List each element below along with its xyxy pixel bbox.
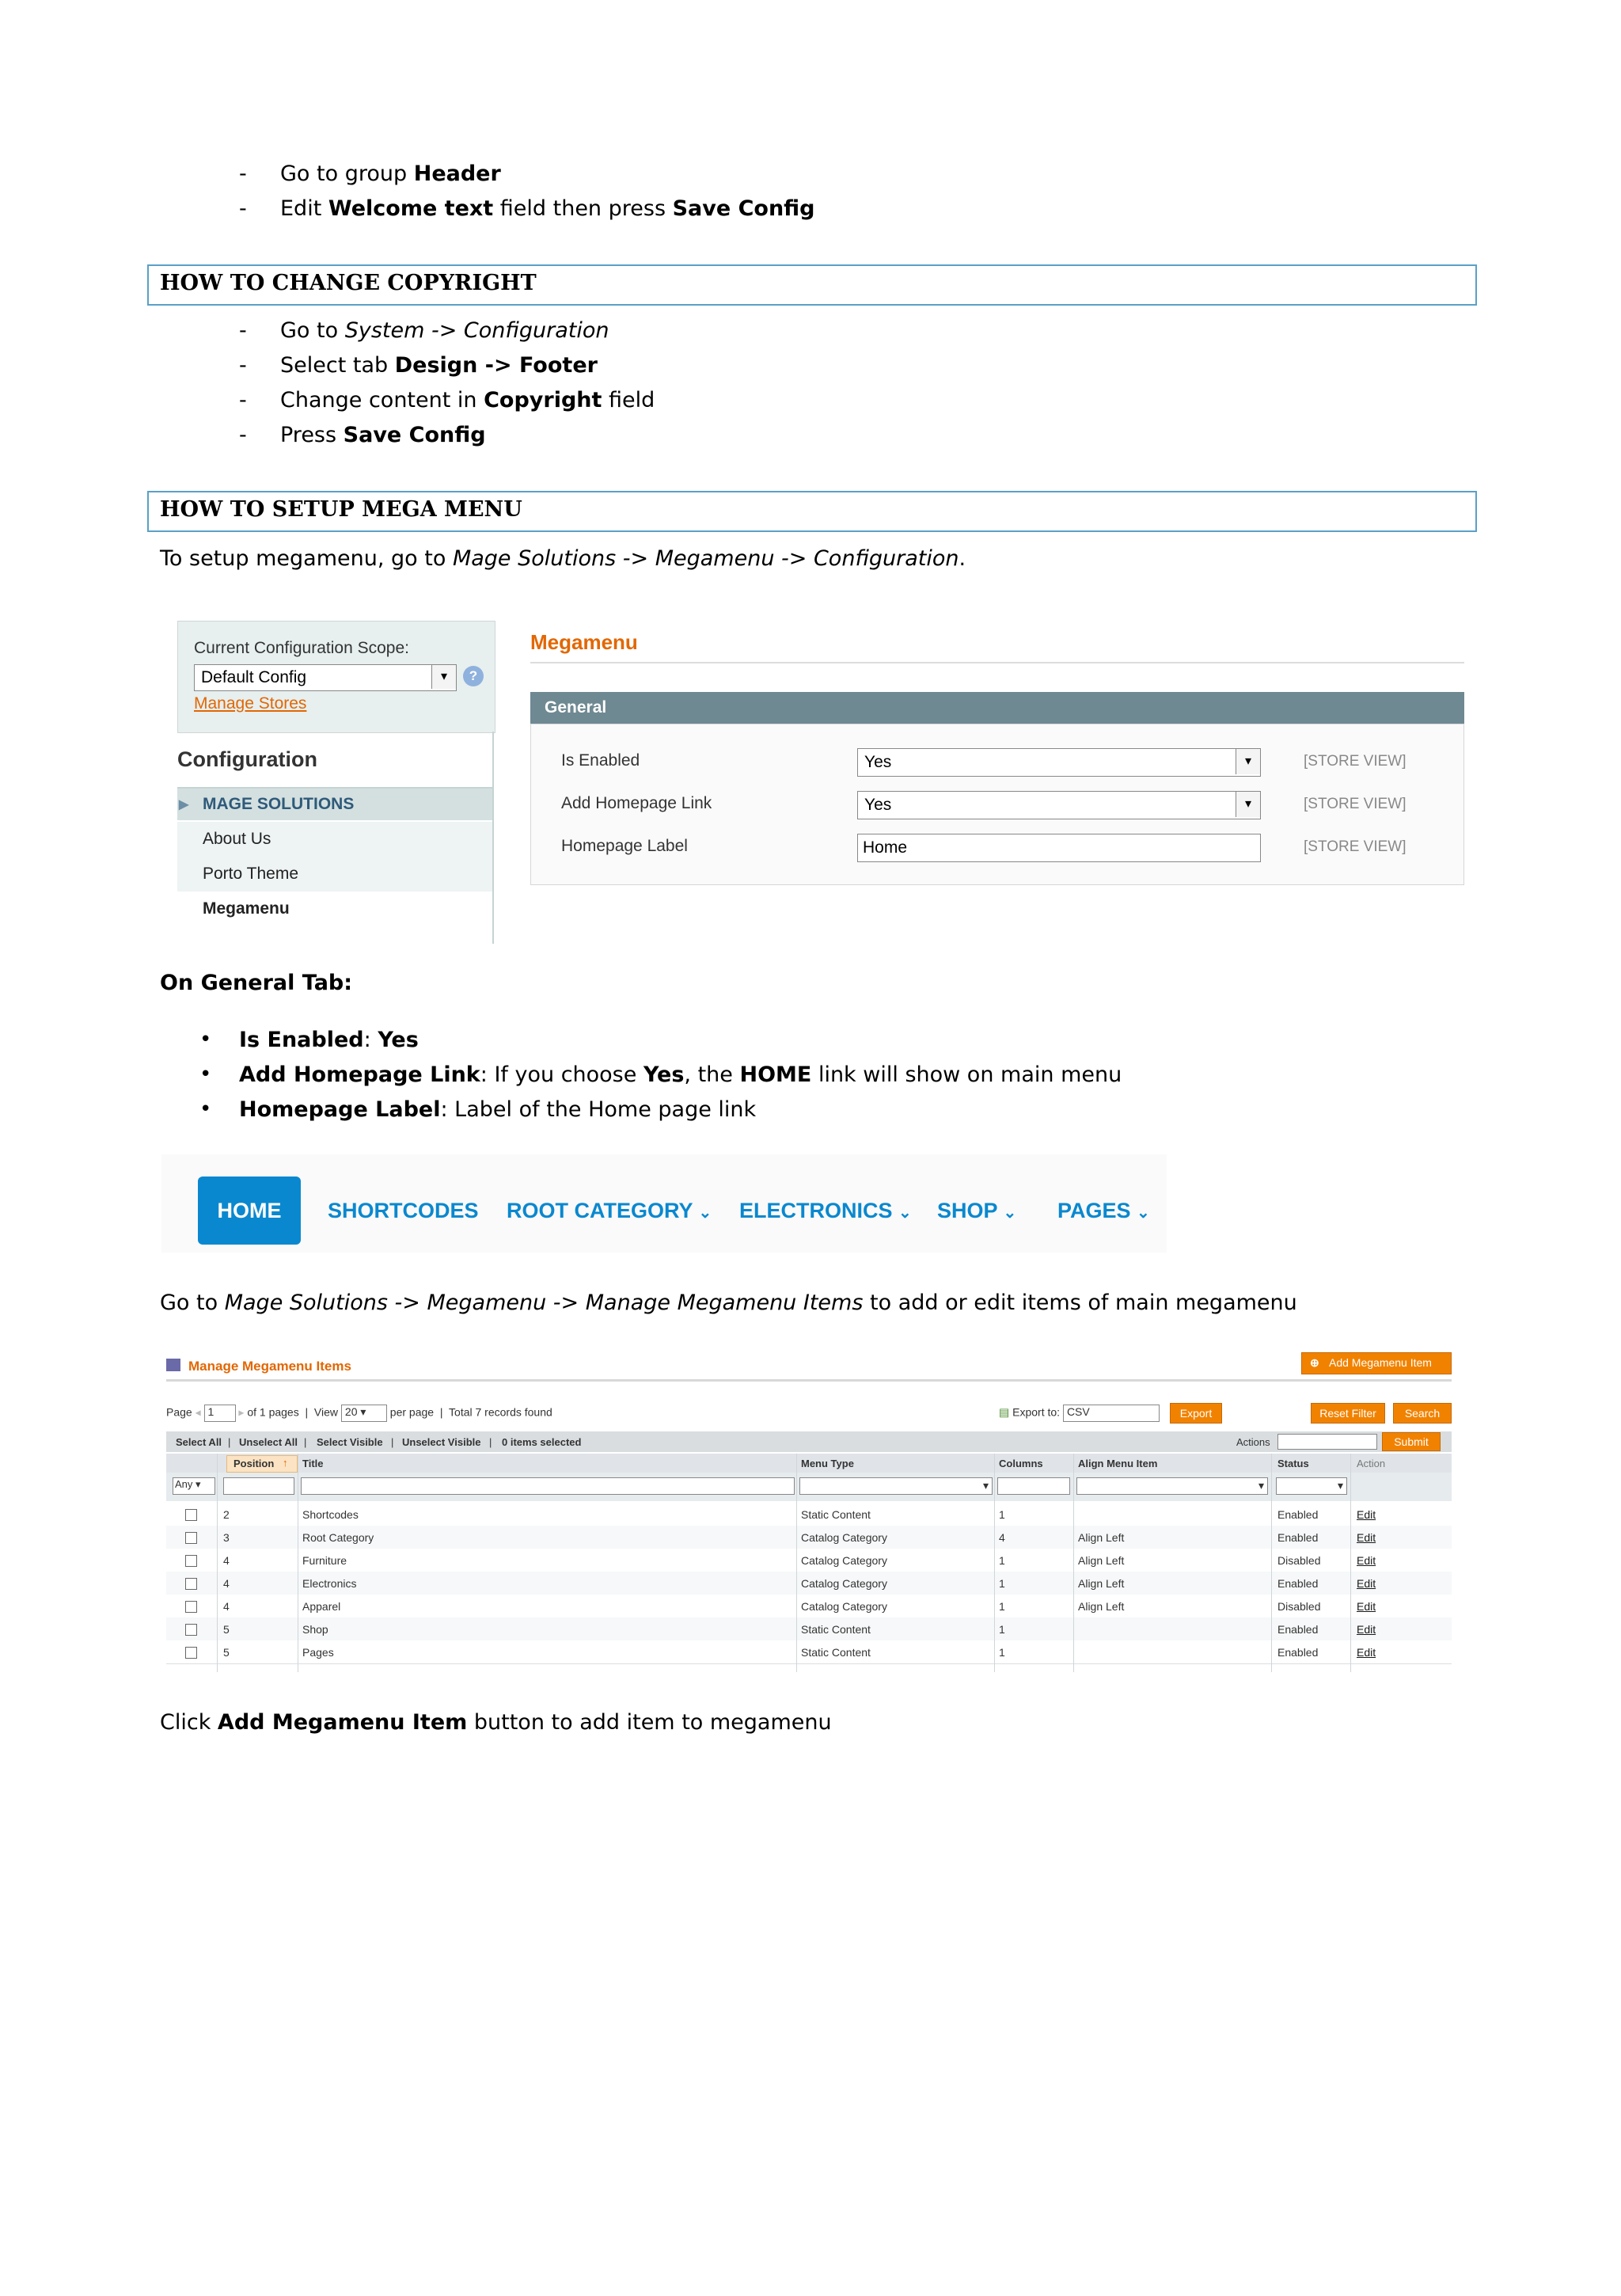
general-tab-heading: On General Tab: [160, 971, 353, 995]
table-row[interactable]: 4 Apparel Catalog Category 1 Align Left Disabled Edit [166, 1595, 1452, 1618]
scope-label: Current Configuration Scope: [194, 639, 409, 657]
filter-row [166, 1473, 1452, 1501]
chevron-down-icon: ⌄ [698, 1204, 712, 1222]
export-format-select[interactable]: CSV [1063, 1405, 1160, 1422]
per-page-label: per page [389, 1405, 435, 1419]
add-megamenu-item-button[interactable]: ⊕ Add Megamenu Item [1301, 1352, 1452, 1374]
scope-tag: [STORE VIEW] [1304, 753, 1407, 770]
total-records: Total 7 records found [449, 1405, 552, 1419]
chevron-down-icon: ⌄ [1137, 1204, 1150, 1222]
submit-button[interactable]: Submit [1382, 1432, 1441, 1451]
pager: Page ◂ 1 ▸ of 1 pages | View 20 ▾ per page | Total 7 records found [166, 1405, 552, 1422]
table-row[interactable]: 3 Root Category Catalog Category 4 Align Left Enabled Edit [166, 1526, 1452, 1549]
edit-link[interactable]: Edit [1357, 1508, 1376, 1521]
row-checkbox[interactable] [185, 1509, 197, 1521]
chevron-down-icon: ⌄ [898, 1204, 912, 1222]
divider [1073, 1454, 1074, 1672]
sidebar-item-porto-theme[interactable]: Porto Theme [177, 857, 494, 892]
unselect-all-link[interactable]: Unselect All [239, 1436, 298, 1448]
columns-filter[interactable] [997, 1477, 1070, 1495]
divider [1271, 1454, 1272, 1672]
edit-link[interactable]: Edit [1357, 1623, 1376, 1636]
items-selected: 0 items selected [502, 1436, 582, 1448]
position-sort-header[interactable]: Position ↑ [226, 1455, 298, 1473]
export-button[interactable]: Export [1170, 1403, 1222, 1424]
megamenu-heading: HOW TO SETUP MEGA MENU [147, 491, 1477, 532]
chevron-down-icon: ⌄ [1003, 1204, 1017, 1222]
edit-link[interactable]: Edit [1357, 1554, 1376, 1567]
reset-filter-button[interactable]: Reset Filter [1311, 1403, 1385, 1424]
help-icon[interactable]: ? [463, 666, 484, 686]
row-checkbox[interactable] [185, 1578, 197, 1590]
col-status[interactable]: Status [1277, 1458, 1309, 1469]
field-label-add-homepage-link: Add Homepage Link [561, 794, 712, 812]
col-menu-type[interactable]: Menu Type [801, 1458, 854, 1469]
col-align-menu-item[interactable]: Align Menu Item [1078, 1458, 1158, 1469]
config-sidebar [177, 621, 494, 944]
col-columns[interactable]: Columns [999, 1458, 1043, 1469]
next-page-icon[interactable]: ▸ [238, 1405, 245, 1419]
sidebar-item-megamenu[interactable]: Megamenu [177, 891, 494, 926]
chevron-down-icon: ▾ [1236, 792, 1260, 817]
edit-link[interactable]: Edit [1357, 1577, 1376, 1590]
chevron-down-icon: ▾ [1258, 1479, 1264, 1492]
chevron-down-icon: ▾ [982, 1479, 989, 1492]
copyright-heading: HOW TO CHANGE COPYRIGHT [147, 264, 1477, 306]
search-button[interactable]: Search [1393, 1403, 1452, 1424]
click-add-text: Click Add Megamenu Item button to add item to megamenu [160, 1710, 832, 1735]
field-label-is-enabled: Is Enabled [561, 751, 640, 770]
page-input[interactable]: 1 [204, 1405, 236, 1422]
grid-title: Manage Megamenu Items [188, 1359, 351, 1374]
grid-icon [166, 1359, 180, 1371]
divider [796, 1454, 797, 1672]
row-checkbox[interactable] [185, 1532, 197, 1544]
main-menu-preview [161, 1154, 1167, 1253]
col-title[interactable]: Title [302, 1458, 324, 1469]
table-row[interactable]: 5 Shop Static Content 1 Enabled Edit [166, 1617, 1452, 1641]
scope-tag: [STORE VIEW] [1304, 838, 1407, 855]
massaction-bar: Select All | Unselect All | Select Visible | Unselect Visible | 0 items selected Actions Submit [166, 1431, 1452, 1452]
fieldset-general [530, 724, 1464, 885]
sort-up-icon: ↑ [283, 1457, 288, 1469]
config-title: Configuration [177, 747, 317, 771]
caret-right-icon: ▶ [179, 798, 189, 812]
export-icon: ▤ [999, 1405, 1010, 1419]
scope-select[interactable]: Default Config ▾ [194, 664, 457, 691]
add-homepage-link-select[interactable]: Yes ▾ [857, 791, 1261, 819]
table-row[interactable]: 2 Shortcodes Static Content 1 Enabled Edit [166, 1503, 1452, 1526]
page-label: Page [166, 1405, 192, 1419]
divider [217, 1454, 218, 1672]
table-row[interactable]: 5 Pages Static Content 1 Enabled Edit [166, 1640, 1452, 1664]
select-visible-link[interactable]: Select Visible [317, 1436, 383, 1448]
export-label: Export to: [1012, 1405, 1061, 1419]
section-title: Megamenu [530, 630, 638, 654]
divider [530, 662, 1464, 663]
sidebar-item-about-us[interactable]: About Us [177, 822, 494, 857]
scope-switcher [177, 621, 495, 733]
view-label: View [313, 1405, 339, 1419]
chevron-down-icon: ▾ [1236, 749, 1260, 774]
select-all-link[interactable]: Select All [176, 1436, 222, 1448]
status-filter[interactable] [1276, 1477, 1347, 1495]
divider [492, 732, 494, 944]
align-filter[interactable] [1076, 1477, 1268, 1495]
prev-page-icon[interactable]: ◂ [195, 1405, 201, 1419]
nav-item-electronics[interactable]: ELECTRONICS ⌄ [739, 1199, 912, 1222]
divider [166, 1379, 1452, 1382]
unselect-visible-link[interactable]: Unselect Visible [402, 1436, 481, 1448]
of-pages: of 1 pages [247, 1405, 299, 1419]
manage-stores-link[interactable]: Manage Stores [194, 694, 307, 713]
col-action: Action [1357, 1458, 1386, 1469]
export-controls [999, 1405, 1160, 1422]
any-select[interactable]: Any ▾ [173, 1477, 215, 1495]
table-row[interactable]: 4 Furniture Catalog Category 1 Align Left Disabled Edit [166, 1549, 1452, 1572]
homepage-label-input[interactable]: Home [857, 834, 1261, 862]
grid-header [166, 1454, 1452, 1473]
position-filter[interactable] [223, 1477, 294, 1495]
chevron-down-icon: ▾ [431, 665, 456, 689]
manage-megamenu-grid [166, 1346, 1452, 1672]
megamenu-intro: To setup megamenu, go to Mage Solutions -> Megamenu -> Configuration. [160, 546, 966, 571]
row-checkbox[interactable] [185, 1555, 197, 1567]
divider [1350, 1454, 1351, 1672]
row-checkbox[interactable] [185, 1624, 197, 1636]
per-page-select[interactable]: 20 ▾ [341, 1405, 387, 1422]
nav-item-shop[interactable]: SHOP ⌄ [937, 1199, 1017, 1222]
edit-link[interactable]: Edit [1357, 1646, 1376, 1659]
edit-link[interactable]: Edit [1357, 1600, 1376, 1613]
row-checkbox[interactable] [185, 1647, 197, 1659]
row-checkbox[interactable] [185, 1601, 197, 1613]
scope-tag: [STORE VIEW] [1304, 796, 1407, 812]
table-row[interactable]: 4 Electronics Catalog Category 1 Align Left Enabled Edit [166, 1572, 1452, 1595]
title-filter[interactable] [301, 1477, 795, 1495]
nav-item-home[interactable]: HOME [198, 1177, 301, 1245]
actions-select[interactable] [1277, 1434, 1377, 1450]
field-label-homepage-label: Homepage Label [561, 837, 688, 855]
nav-item-root-category[interactable]: ROOT CATEGORY ⌄ [507, 1199, 712, 1222]
edit-link[interactable]: Edit [1357, 1531, 1376, 1544]
chevron-down-icon: ▾ [1337, 1479, 1343, 1492]
manage-items-text: Go to Mage Solutions -> Megamenu -> Manage Megamenu Items to add or edit items of main megamenu [160, 1291, 1297, 1315]
fieldset-header-general[interactable]: General [530, 692, 1464, 724]
plus-icon: ⊕ [1310, 1356, 1319, 1369]
nav-item-shortcodes[interactable]: SHORTCODES [328, 1199, 479, 1222]
group-mage-solutions[interactable]: ▶ MAGE SOLUTIONS [177, 789, 494, 820]
nav-item-pages[interactable]: PAGES ⌄ [1057, 1199, 1150, 1222]
actions-label: Actions [1236, 1436, 1270, 1448]
menu-type-filter[interactable] [799, 1477, 993, 1495]
divider [994, 1454, 995, 1672]
is-enabled-select[interactable]: Yes ▾ [857, 748, 1261, 777]
